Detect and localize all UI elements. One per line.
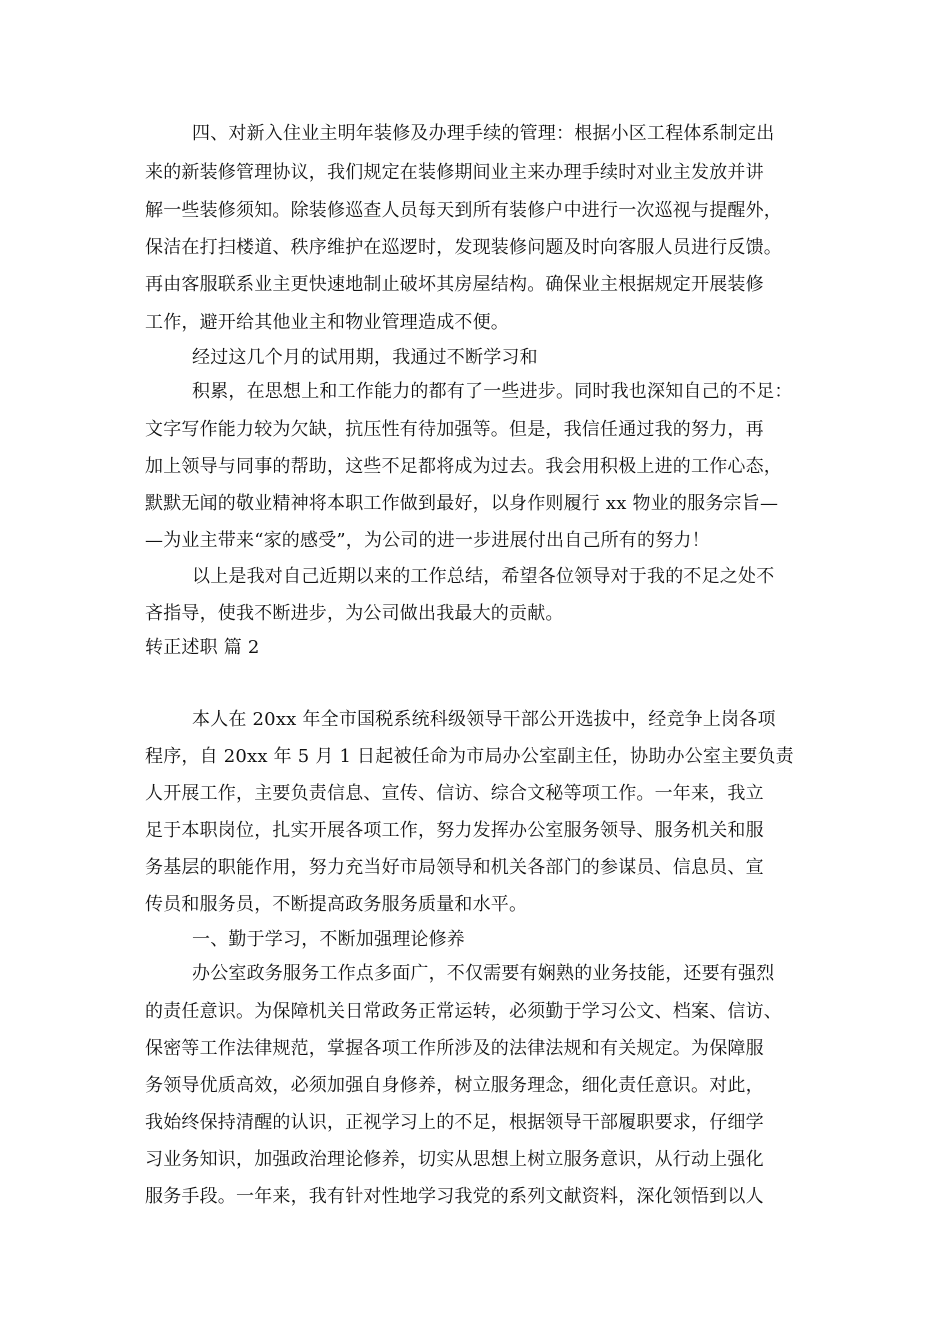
text-line: 文字写作能力较为欠缺，抗压性有待加强等。但是，我信任通过我的努力，再 xyxy=(145,419,764,440)
text-line: 传员和服务员，不断提高政务服务质量和水平。 xyxy=(145,894,528,915)
subheading: 一、勤于学习，不断加强理论修养 xyxy=(192,929,465,950)
text-line: 工作，避开给其他业主和物业管理造成不便。 xyxy=(145,312,509,333)
text-line: 以上是我对自己近期以来的工作总结，希望各位领导对于我的不足之处不 xyxy=(192,566,775,587)
text-line: 习业务知识，加强政治理论修养，切实从思想上树立服务意识，从行动上强化 xyxy=(145,1149,764,1170)
text-line: 保洁在打扫楼道、秩序维护在巡逻时，发现装修问题及时向客服人员进行反馈。 xyxy=(145,237,782,258)
text-line: 经过这几个月的试用期，我通过不断学习和 xyxy=(192,347,538,368)
text-line: 再由客服联系业主更快速地制止破坏其房屋结构。确保业主根据规定开展装修 xyxy=(145,274,764,295)
text-line: 本人在 20xx 年全市国税系统科级领导干部公开选拔中，经竞争上岗各项 xyxy=(192,709,776,730)
text-line: 来的新装修管理协议，我们规定在装修期间业主来办理手续时对业主发放并讲 xyxy=(145,162,764,183)
text-line: 保密等工作法律规范，掌握各项工作所涉及的法律法规和有关规定。为保障服 xyxy=(145,1038,764,1059)
text-line: 的责任意识。为保障机关日常政务正常运转，必须勤于学习公文、档案、信访、 xyxy=(145,1001,782,1022)
section-heading: 转正述职 篇 2 xyxy=(145,637,260,658)
text-line: 服务手段。一年来，我有针对性地学习我党的系列文献资料，深化领悟到以人 xyxy=(145,1186,764,1207)
text-line: 默默无闻的敬业精神将本职工作做到最好，以身作则履行 xx 物业的服务宗旨— xyxy=(145,493,779,514)
text-line: 加上领导与同事的帮助，这些不足都将成为过去。我会用积极上进的工作心态， xyxy=(145,456,782,477)
text-line: 务领导优质高效，必须加强自身修养，树立服务理念，细化责任意识。对此， xyxy=(145,1075,764,1096)
text-line: 我始终保持清醒的认识，正视学习上的不足，根据领导干部履职要求，仔细学 xyxy=(145,1112,764,1133)
text-line: 吝指导，使我不断进步，为公司做出我最大的贡献。 xyxy=(145,603,564,624)
text-line: 积累，在思想上和工作能力的都有了一些进步。同时我也深知自己的不足： xyxy=(192,381,793,402)
text-line: 人开展工作，主要负责信息、宣传、信访、综合文秘等项工作。一年来，我立 xyxy=(145,783,764,804)
text-line: 程序，自 20xx 年 5 月 1 日起被任命为市局办公室副主任，协助办公室主要负责 xyxy=(145,746,794,767)
text-line: 足于本职岗位，扎实开展各项工作，努力发挥办公室服务领导、服务机关和服 xyxy=(145,820,764,841)
text-line: —为业主带来“家的感受”，为公司的进一步进展付出自己所有的努力！ xyxy=(145,530,710,551)
text-line: 解一些装修须知。除装修巡查人员每天到所有装修户中进行一次巡视与提醒外， xyxy=(145,200,782,221)
text-line: 四、对新入住业主明年装修及办理手续的管理：根据小区工程体系制定出 xyxy=(192,123,775,144)
text-line: 办公室政务服务工作点多面广，不仅需要有娴熟的业务技能，还要有强烈 xyxy=(192,963,775,984)
text-line: 务基层的职能作用，努力充当好市局领导和机关各部门的参谋员、信息员、宣 xyxy=(145,857,764,878)
